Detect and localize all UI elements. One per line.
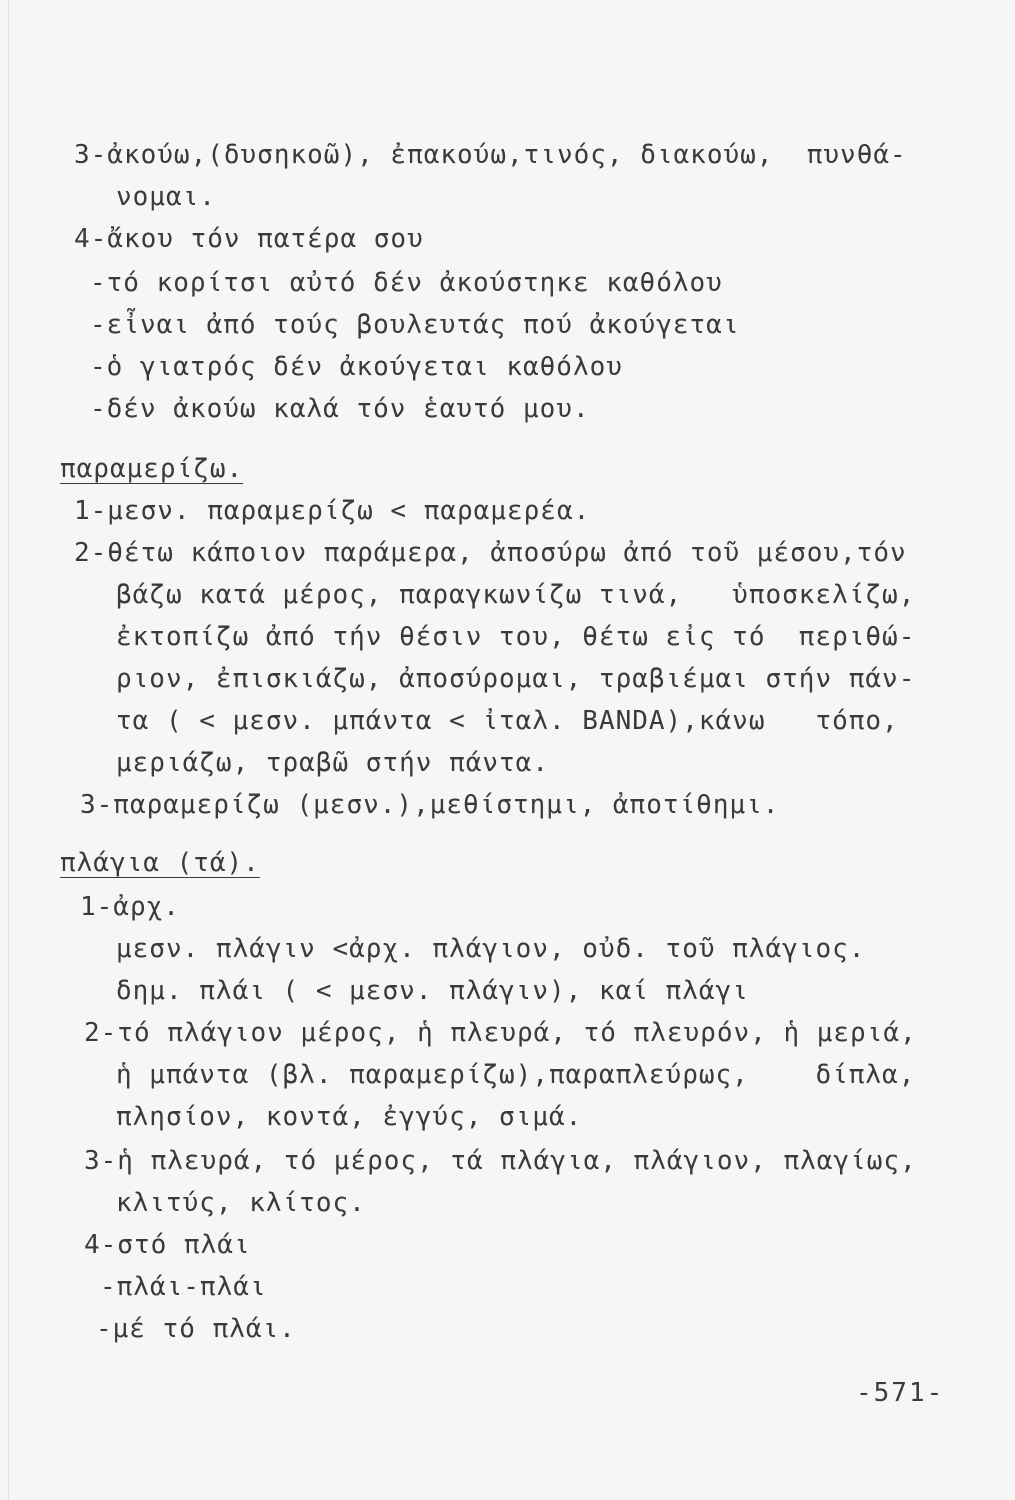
entry-line: -μέ τό πλάι. [96,1314,296,1344]
entry-line: 3-ἡ πλευρά, τό μέρος, τά πλάγια, πλάγιον, πλαγίως, [84,1146,917,1176]
entry-line: μεσν. πλάγιν <ἀρχ. πλάγιον, οὐδ. τοῦ πλάγιος. [116,934,866,964]
entry-line: -δέν ἀκούω καλά τόν ἑαυτό μου. [90,394,590,424]
entry-line: μεριάζω, τραβῶ στήν πάντα. [116,748,549,778]
entry-line: 4-στό πλάι [84,1230,251,1260]
page-edge [8,0,9,1500]
page-number: -571- [856,1378,945,1408]
entry-line: νομαι. [116,182,216,212]
entry-line: ἡ μπάντα (βλ. παραμερίζω),παραπλεύρως, δίπλα, [116,1060,916,1090]
entry-line: βάζω κατά μέρος, παραγκωνίζω τινά, ὑποσκελίζω, [116,580,916,610]
entry-line: -πλάι-πλάι [100,1272,267,1302]
entry-line: 4-ἄκου τόν πατέρα σου [74,224,424,254]
entry-line: ριον, ἐπισκιάζω, ἀποσύρομαι, τραβιέμαι στήν πάν- [116,664,916,694]
headword-heading: παραμερίζω. [60,454,244,484]
entry-line: 1-ἀρχ. [80,892,180,922]
headword-heading: πλάγια (τά). [60,848,260,878]
entry-line: κλιτύς, κλίτος. [116,1188,366,1218]
entry-line: -εἶναι ἀπό τούς βουλευτάς πού ἀκούγεται [90,310,740,340]
entry-line: τα ( < μεσν. μπάντα < ἰταλ. BANDA),κάνω τόπο, [116,706,899,736]
entry-line: 1-μεσν. παραμερίζω < παραμερέα. [74,496,591,526]
entry-line: δημ. πλάι ( < μεσν. πλάγιν), καί πλάγι [116,976,749,1006]
entry-line: πλησίον, κοντά, ἐγγύς, σιμά. [116,1102,583,1132]
entry-line: 2-τό πλάγιον μέρος, ἡ πλευρά, τό πλευρόν, ἡ μεριά, [84,1018,917,1048]
entry-line: ἐκτοπίζω ἀπό τήν θέσιν του, θέτω εἰς τό περιθώ- [116,622,916,652]
entry-line: 3-ἀκούω,(δυσηκοῶ), ἐπακούω,τινός, διακούω, πυνθά- [74,140,907,170]
entry-line: 2-θέτω κάποιον παράμερα, ἀποσύρω ἀπό τοῦ μέσου,τόν [74,538,907,568]
entry-line: 3-παραμερίζω (μεσν.),μεθίστημι, ἀποτίθημι. [80,790,780,820]
entry-line: -τό κορίτσι αὐτό δέν ἀκούστηκε καθόλου [90,268,723,298]
entry-line: -ὁ γιατρός δέν ἀκούγεται καθόλου [90,352,623,382]
